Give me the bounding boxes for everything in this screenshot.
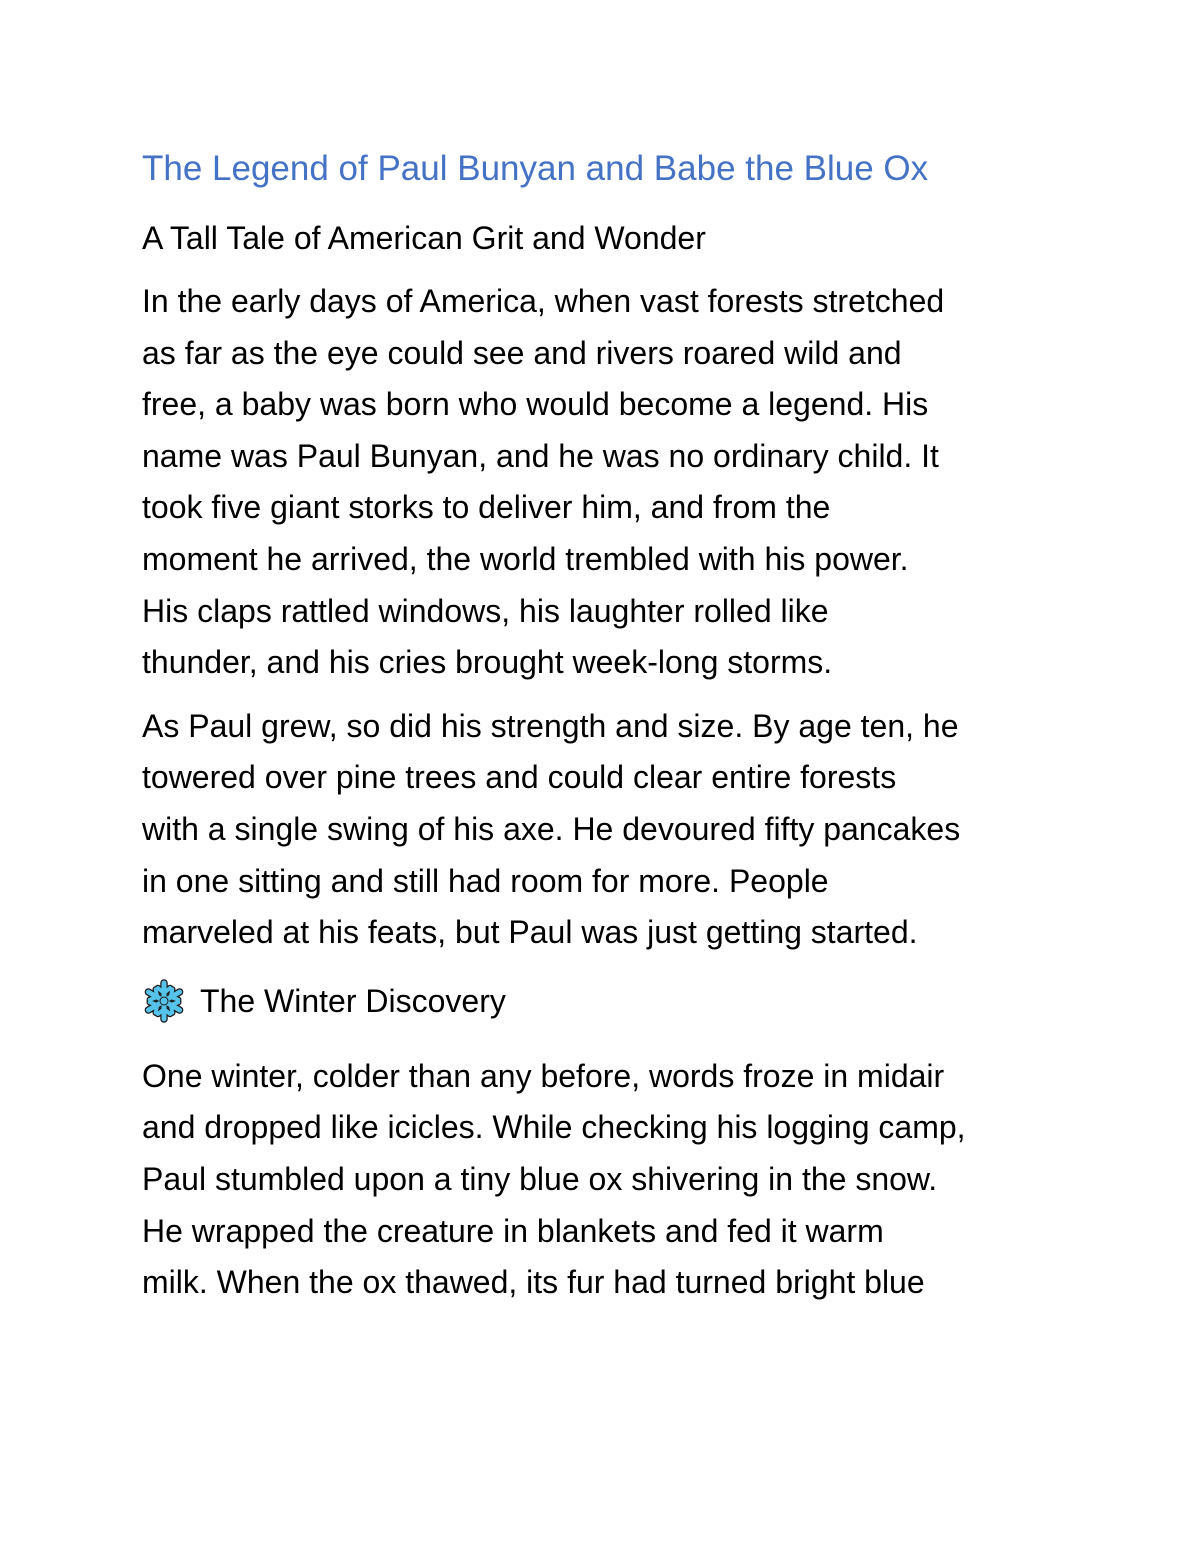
text-line: He wrapped the creature in blankets and fed it warm [142,1212,884,1249]
text-line: as far as the eye could see and rivers roared wild and [142,334,902,371]
paragraph-1 [142,276,1072,689]
snowflake-icon [142,979,186,1023]
text-line: and dropped like icicles. While checking his logging camp, [142,1109,966,1146]
document-body [142,138,1072,1309]
text-line: took five giant storks to deliver him, and from the [142,489,831,526]
text-line: marveled at his feats, but Paul was just getting started. [142,914,918,951]
text-line: towered over pine trees and could clear entire forests [142,759,897,796]
text-line: thunder, and his cries brought week-long storms. [142,644,833,681]
text-line: His claps rattled windows, his laughter rolled like [142,592,829,629]
section-heading [142,975,1072,1027]
document-title: The Legend of Paul Bunyan and Babe the Blue Ox [142,149,929,188]
text-line: with a single swing of his axe. He devoured fifty pancakes [142,810,961,847]
document-subtitle: A Tall Tale of American Grit and Wonder [142,220,706,256]
text-line: One winter, colder than any before, words froze in midair [142,1057,945,1094]
text-line: milk. When the ox thawed, its fur had turned bright blue [142,1264,925,1301]
text-line: In the early days of America, when vast forests stretched [142,283,945,319]
paragraph-3 [142,1051,1072,1309]
text-line: in one sitting and still had room for more. People [142,862,829,899]
text-line: Paul stumbled upon a tiny blue ox shivering in the snow. [142,1160,938,1197]
text-line: free, a baby was born who would become a legend. His [142,386,929,423]
section-heading-text: The Winter Discovery [200,982,506,1019]
text-line: As Paul grew, so did his strength and size. By age ten, he [142,707,959,744]
text-line: moment he arrived, the world trembled with his power. [142,540,909,577]
paragraph-2 [142,701,1072,959]
text-line: name was Paul Bunyan, and he was no ordinary child. It [142,437,939,474]
